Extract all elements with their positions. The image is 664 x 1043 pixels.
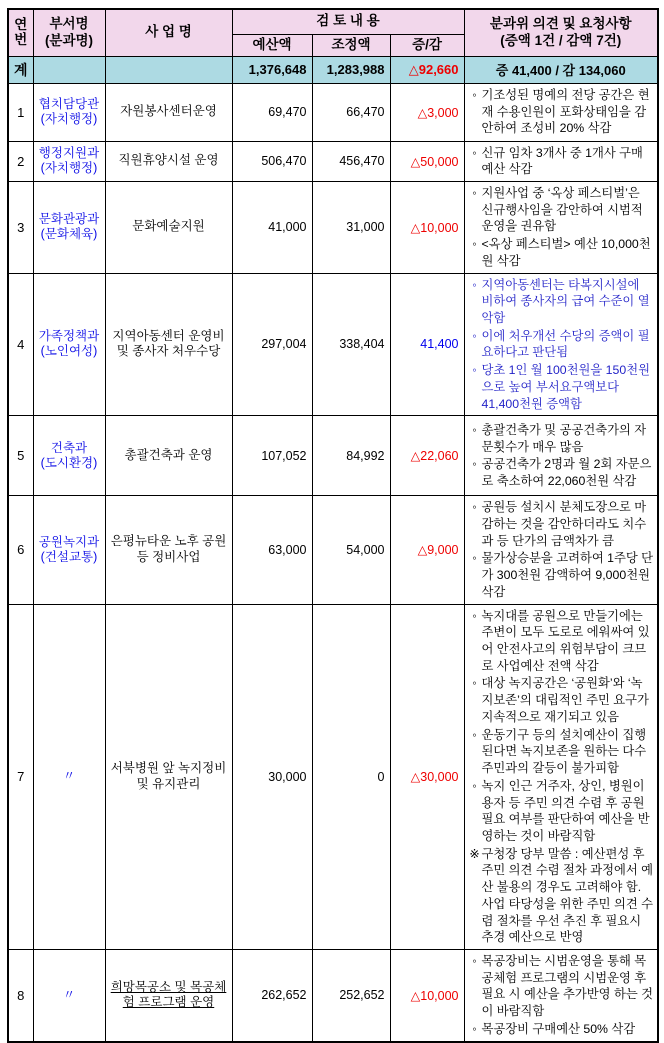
opinion-list — [468, 608, 656, 946]
row-number: 5 — [8, 416, 33, 496]
change-cell — [390, 141, 464, 181]
table-row — [8, 181, 658, 273]
table-row — [8, 83, 658, 141]
change-amount: △9,000 — [417, 543, 459, 558]
budget-amount: 506,470 — [232, 141, 312, 181]
department-subname: (자치행정) — [40, 161, 98, 176]
budget-amount: 63,000 — [232, 496, 312, 604]
total-change — [390, 56, 464, 83]
department-name: 공원녹지과 — [38, 534, 100, 549]
department-cell — [33, 604, 105, 949]
opinion-item — [468, 499, 656, 549]
project-name-text: 문화예술지원 — [132, 219, 205, 234]
department-cell — [33, 181, 105, 273]
adjusted-amount: 84,992 — [312, 416, 390, 496]
opinion-item — [468, 456, 656, 489]
project-cell — [105, 181, 232, 273]
column-header-budget: 예산액 — [232, 34, 312, 56]
opinion-item — [468, 362, 656, 412]
opinion-marker: ◦ — [472, 145, 477, 160]
opinion-cell — [464, 949, 658, 1041]
change-amount: △10,000 — [410, 988, 459, 1003]
opinion-marker: ◦ — [472, 328, 477, 343]
opinion-item — [468, 422, 656, 455]
change-cell — [390, 604, 464, 949]
project-name-text: 자원봉사센터운영 — [120, 104, 217, 119]
opinion-item — [468, 328, 656, 361]
department-cell — [33, 416, 105, 496]
department-name: 행정지원과 — [38, 146, 100, 161]
department-cell — [33, 83, 105, 141]
total-row — [8, 56, 658, 83]
opinion-marker: ◦ — [472, 87, 477, 102]
column-header-opinion — [464, 9, 658, 56]
change-cell — [390, 181, 464, 273]
opinion-text: 물가상승분을 고려하여 1주당 단가 300천원 감액하여 9,000천원 삭감 — [481, 551, 654, 599]
column-header-adjusted: 조정액 — [312, 34, 390, 56]
adjusted-amount: 338,404 — [312, 273, 390, 416]
opinion-text: <옥상 페스티벌> 예산 10,000천원 삭감 — [481, 237, 651, 268]
change-amount: △22,060 — [410, 449, 459, 464]
opinion-list — [468, 953, 656, 1038]
budget-amount: 262,652 — [232, 949, 312, 1041]
adjusted-amount: 31,000 — [312, 181, 390, 273]
row-number: 2 — [8, 141, 33, 181]
total-department-empty — [33, 56, 105, 83]
row-number: 7 — [8, 604, 33, 949]
opinion-marker: ◦ — [472, 422, 477, 437]
row-number: 3 — [8, 181, 33, 273]
department-subname: (노인여성) — [40, 344, 98, 359]
column-header-change: 증/감 — [390, 34, 464, 56]
total-budget: 1,376,648 — [232, 56, 312, 83]
opinion-list — [468, 422, 656, 490]
opinion-text: 기조성된 명예의 전당 공간은 현재 수용인원이 포화상태임을 감안하여 조성비 20% 삭감 — [481, 87, 650, 136]
opinion-marker: ◦ — [472, 500, 477, 515]
table-row — [8, 416, 658, 496]
column-header-no: 연번 — [8, 9, 33, 56]
column-header-department — [33, 9, 105, 56]
opinion-item — [468, 727, 656, 777]
project-cell — [105, 949, 232, 1041]
adjusted-amount: 252,652 — [312, 949, 390, 1041]
opinion-marker: ◦ — [472, 237, 477, 252]
opinion-item — [468, 778, 656, 845]
project-cell — [105, 141, 232, 181]
opinion-marker: ◦ — [472, 676, 477, 691]
budget-review-table — [7, 8, 659, 1043]
department-name: 〃 — [62, 769, 76, 784]
opinion-item — [468, 953, 656, 1020]
row-number: 6 — [8, 496, 33, 604]
change-cell — [390, 273, 464, 416]
change-amount: △3,000 — [417, 105, 459, 120]
department-subname: (도시환경) — [40, 455, 98, 470]
budget-amount: 30,000 — [232, 604, 312, 949]
opinion-marker: ※ — [469, 846, 480, 861]
total-label: 계 — [8, 56, 33, 83]
department-cell — [33, 949, 105, 1041]
opinion-marker: ◦ — [472, 363, 477, 378]
project-name-text: 총괄건축과 운영 — [124, 447, 213, 462]
opinion-text: 총괄건축가 및 공공건축가의 자문횟수가 매우 많음 — [481, 422, 647, 454]
row-number: 1 — [8, 83, 33, 141]
total-change-value: △92,660 — [408, 61, 459, 77]
table-body — [8, 83, 658, 1042]
column-header-department-line2: (분과명) — [44, 32, 94, 48]
project-name-text: 직원휴양시설 운영 — [118, 153, 219, 168]
opinion-item — [468, 846, 656, 946]
opinion-marker: ◦ — [472, 608, 477, 623]
project-cell — [105, 273, 232, 416]
header-row-top — [8, 9, 658, 34]
opinion-item — [468, 236, 656, 269]
budget-amount: 107,052 — [232, 416, 312, 496]
opinion-marker: ◦ — [472, 953, 477, 968]
opinion-text: 신규 임차 3개사 중 1개사 구매예산 삭감 — [481, 145, 643, 177]
opinion-list — [468, 185, 656, 270]
opinion-text: 목공장비는 시범운영을 통해 목공체험 프로그램의 시범운영 후 필요 시 예산을 추가반영 하는 것이 바람직함 — [481, 953, 654, 1019]
change-amount: 41,400 — [420, 337, 459, 352]
row-number: 4 — [8, 273, 33, 416]
opinion-cell — [464, 273, 658, 416]
opinion-list — [468, 145, 656, 178]
department-subname: (건설교통) — [40, 549, 98, 564]
opinion-item — [468, 550, 656, 600]
total-adjusted: 1,283,988 — [312, 56, 390, 83]
opinion-marker: ◦ — [472, 727, 477, 742]
opinion-cell — [464, 83, 658, 141]
department-subname: (문화체육) — [40, 227, 98, 242]
department-name: 협치담당관 — [38, 97, 100, 111]
table-row — [8, 141, 658, 181]
opinion-marker: ◦ — [472, 457, 477, 472]
total-opinion: 증 41,400 / 감 134,060 — [464, 56, 658, 83]
opinion-list — [468, 499, 656, 600]
opinion-item — [468, 1021, 656, 1038]
table-row — [8, 496, 658, 604]
project-name-text: 지역아동센터 운영비 및 종사자 처우수당 — [112, 328, 225, 359]
opinion-item — [468, 185, 656, 235]
total-project-empty — [105, 56, 232, 83]
department-cell — [33, 141, 105, 181]
column-header-opinion-line1: 분과위 의견 및 요청사항 — [489, 15, 632, 31]
opinion-text: 대상 녹지공간은 ‘공원화’와 ‘녹지보존’의 대립적인 주민 요구가 지속적으로 재기되고 있음 — [481, 676, 649, 724]
project-name-text: 서북병원 앞 녹지정비 및 유지관리 — [110, 761, 227, 791]
column-header-opinion-line2: (증액 1건 / 감액 7건) — [500, 32, 622, 48]
department-cell — [33, 273, 105, 416]
opinion-item — [468, 675, 656, 725]
opinion-cell — [464, 181, 658, 273]
change-cell — [390, 949, 464, 1041]
department-name: 〃 — [62, 987, 76, 1002]
change-cell — [390, 496, 464, 604]
change-cell — [390, 416, 464, 496]
project-cell — [105, 416, 232, 496]
opinion-cell — [464, 496, 658, 604]
table-row — [8, 604, 658, 949]
opinion-cell — [464, 416, 658, 496]
opinion-marker: ◦ — [472, 185, 477, 200]
row-number: 8 — [8, 949, 33, 1041]
project-name-text: 희망목공소 및 목공체험 프로그램 운영 — [110, 979, 227, 1010]
adjusted-amount: 66,470 — [312, 83, 390, 141]
department-cell — [33, 496, 105, 604]
opinion-cell — [464, 604, 658, 949]
table-row — [8, 273, 658, 416]
opinion-text: 운동기구 등의 설치예산이 집행된다면 녹지보존을 원하는 다수 주민과의 갈등이 불가피함 — [481, 727, 647, 776]
project-cell — [105, 83, 232, 141]
adjusted-amount: 54,000 — [312, 496, 390, 604]
opinion-text: 당초 1인 월 100천원을 150천원으로 높여 부서요구액보다 41,400천원 증액함 — [481, 363, 650, 411]
table-row — [8, 949, 658, 1041]
change-amount: △30,000 — [410, 770, 459, 785]
opinion-marker: ◦ — [472, 277, 477, 292]
opinion-marker: ◦ — [472, 551, 477, 566]
opinion-item — [468, 145, 656, 178]
opinion-text: 구청장 당부 말씀 : 예산편성 후 주민 의견 수렴 절차 과정에서 예산 불용의 경우도 고려해야 함. 사업 타당성을 위한 주민 의견 수렴 절차를 우선 추진 후 필요시 추경 예산으로 반영 — [481, 846, 654, 945]
opinion-marker: ◦ — [472, 1021, 477, 1036]
change-amount: △50,000 — [410, 154, 459, 169]
opinion-marker: ◦ — [472, 778, 477, 793]
opinion-item — [468, 277, 656, 327]
adjusted-amount: 456,470 — [312, 141, 390, 181]
opinion-cell — [464, 141, 658, 181]
opinion-item — [468, 608, 656, 675]
budget-amount: 69,470 — [232, 83, 312, 141]
budget-amount: 297,004 — [232, 273, 312, 416]
adjusted-amount: 0 — [312, 604, 390, 949]
opinion-text: 녹지대를 공원으로 만들기에는 주변이 모두 도로로 에워싸여 있어 안전사고의 위험부담이 크므로 사업예산 전액 삭감 — [481, 608, 650, 673]
department-name: 건축과 — [50, 440, 88, 455]
change-cell — [390, 83, 464, 141]
opinion-list — [468, 87, 656, 137]
change-amount: △10,000 — [410, 220, 459, 235]
opinion-text: 지역아동센터는 타복지시설에 비하여 종사자의 급여 수준이 열악함 — [481, 277, 650, 325]
opinion-text: 공원등 설치시 분체도장으로 마감하는 것을 감안하더라도 치수과 등 단가의 금액차가 큼 — [481, 500, 647, 548]
column-header-review: 검 토 내 용 — [232, 9, 464, 34]
project-name-text: 은평뉴타운 노후 공원등 정비사업 — [110, 534, 227, 564]
opinion-text: 목공장비 구매예산 50% 삭감 — [481, 1021, 636, 1036]
project-cell — [105, 496, 232, 604]
department-name: 가족정책과 — [38, 329, 100, 344]
department-subname: (자치행정) — [40, 112, 98, 126]
opinion-item — [468, 87, 656, 137]
opinion-text: 녹지 인근 거주자, 상인, 병원이용자 등 주민 의견 수렴 후 공원 필요 여부를 판단하여 예산을 반영하는 것이 바람직함 — [481, 778, 650, 843]
opinion-list — [468, 277, 656, 413]
opinion-text: 공공건축가 2명과 월 2회 자문으로 축소하여 22,060천원 삭감 — [481, 457, 652, 488]
budget-amount: 41,000 — [232, 181, 312, 273]
project-cell — [105, 604, 232, 949]
opinion-text: 이에 처우개선 수당의 증액이 필요하다고 판단됨 — [481, 328, 650, 360]
column-header-department-line1: 부서명 — [49, 15, 89, 31]
opinion-text: 지원사업 중 ‘옥상 페스티벌’은 신규행사임을 감안하여 시범적 운영을 권유함 — [481, 185, 643, 234]
department-name: 문화관광과 — [38, 212, 100, 227]
column-header-project: 사 업 명 — [105, 9, 232, 56]
